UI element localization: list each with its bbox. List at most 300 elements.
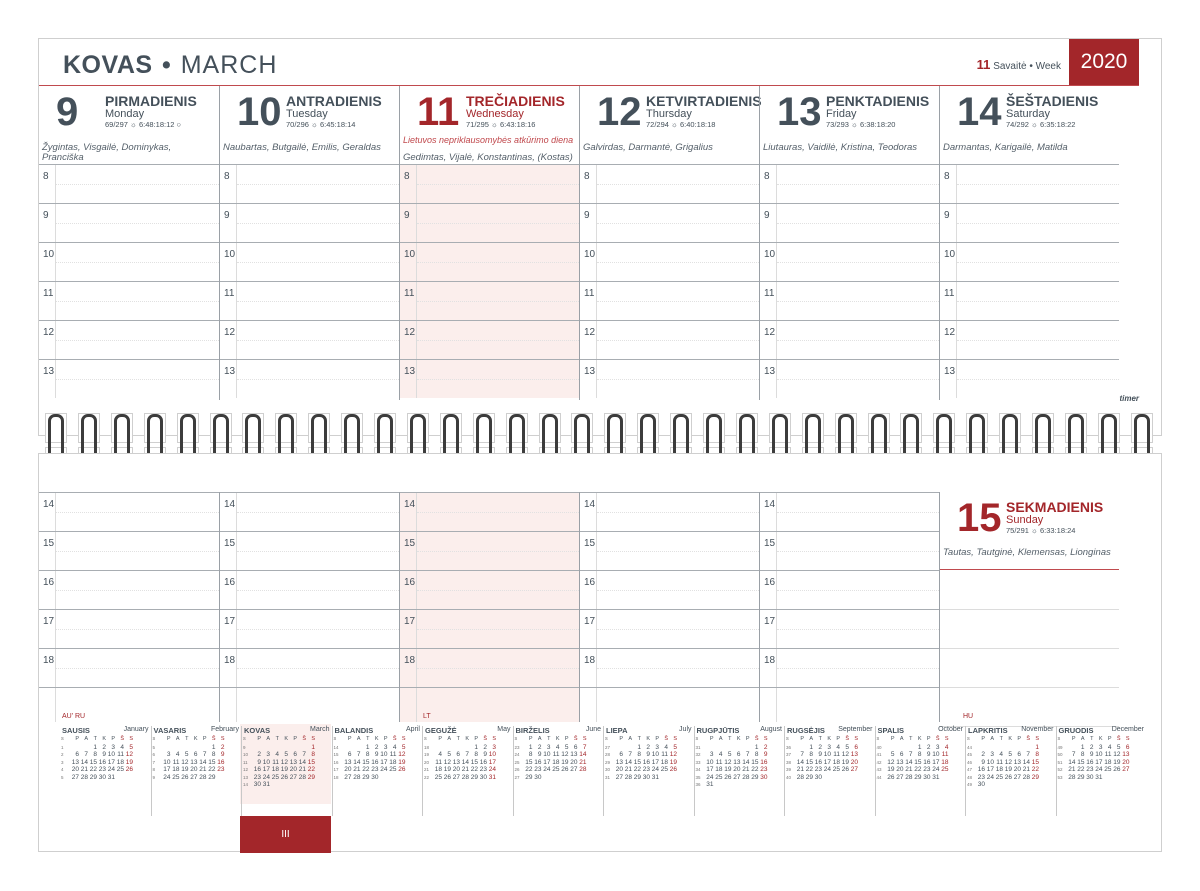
date-cell: 30 [814,773,822,781]
date-cell [668,774,677,782]
weekday-header [605,736,677,744]
date-cell: 23 [977,773,985,781]
weekday-letter: S [129,736,133,742]
hour-slot[interactable] [400,320,579,359]
day-name-en: Tuesday [286,108,328,120]
weekday-letter: P [564,736,569,742]
hour-slot[interactable] [760,359,939,398]
date-cell [171,744,180,752]
date-cell: 25 [941,766,949,773]
date-cell: 8 [365,751,370,758]
date-cell: 3 [935,743,940,751]
date-cell [1012,744,1021,752]
date-cell: 22 [805,766,813,773]
hour-slot[interactable] [220,281,399,320]
mini-month [965,726,1056,816]
date-cell: 28 [579,766,587,773]
date-cell: 20 [71,766,79,773]
date-cell: 16 [977,766,985,773]
half-hour-line [597,262,759,263]
week-row [61,751,133,759]
date-cell: 16 [814,758,822,766]
date-cell: 18 [660,758,668,766]
date-cell: 13 [1122,751,1130,758]
date-cell: 20 [570,758,578,766]
hour-slot[interactable] [39,203,219,242]
date-cell: 29 [208,773,216,781]
hour-slot[interactable] [580,570,759,609]
week-number-cell: 10 [243,752,249,757]
hour-slot[interactable] [39,320,219,359]
date-cell [714,744,723,752]
date-cell: 9 [257,758,261,766]
hour-slot[interactable] [220,609,399,648]
half-hour-line [237,551,399,552]
hour-slot[interactable] [400,164,579,203]
hour-slot[interactable] [39,359,219,398]
date-cell: 8 [474,751,478,758]
hour-slot[interactable] [220,242,399,281]
date-cell: 27 [896,773,904,781]
date-cell: 5 [401,743,406,751]
date-cell: 3 [166,751,171,758]
week-number-cell: 9 [152,774,156,780]
half-hour-line [417,668,579,669]
hour-slot[interactable] [220,648,399,687]
date-cell [976,744,985,752]
date-cell [1112,774,1121,782]
day-info: 73/293 ☼ 6:38:18:20 [826,120,896,129]
date-cell: 18 [389,758,397,766]
hour-slot[interactable] [580,164,759,203]
hour-slot[interactable] [39,531,219,570]
date-cell: 9 [926,751,931,758]
mini-month-lt: SPALIS [877,726,905,735]
week-row [605,744,677,752]
week-number-cell: 19 [424,752,430,757]
hour-slot[interactable] [580,203,759,242]
date-cell: 29 [633,773,641,781]
weekday-letter: A [899,736,904,742]
week-row [605,774,677,782]
date-cell: 28 [624,773,632,781]
date-cell: 29 [89,773,97,781]
date-cell: 18 [941,758,949,766]
date-cell: 18 [116,758,124,766]
date-cell: 23 [642,766,650,773]
date-cell: 10 [932,751,940,758]
hour-area [400,492,579,722]
date-cell: 10 [1095,751,1103,758]
day-info: 75/291 ☼ 6:33:18:24 [1006,526,1076,535]
half-hour-line [56,184,219,185]
hour-slot[interactable] [39,492,219,531]
hour-slot[interactable] [220,492,399,531]
week-row [515,766,587,774]
date-cell: 25 [1104,766,1112,773]
mini-month-en: November [1021,726,1054,733]
weekday-letter: A [990,736,994,742]
hour-slot[interactable] [940,609,1119,648]
week-number-cell: 51 [1057,759,1063,765]
weekday-letter: T [366,736,370,742]
date-cell: 9 [763,751,768,758]
hour-slot[interactable] [580,320,759,359]
date-cell: 2 [220,743,225,751]
weekday-letter: s [876,736,880,742]
hour-slot[interactable] [760,242,939,281]
hour-slot[interactable] [400,281,579,320]
date-cell: 9 [102,751,106,758]
day-name-lt: SEKMADIENIS [1006,499,1104,515]
hour-slot[interactable] [580,492,759,531]
date-cell: 5 [184,751,189,758]
date-cell: 22 [633,766,641,773]
day-name-en: Saturday [1006,108,1051,120]
date-cell: 4 [944,743,949,751]
date-cell: 18 [715,766,723,773]
half-hour-line [56,379,219,380]
hour-slot[interactable] [940,281,1119,320]
date-cell: 21 [461,766,469,773]
weekday-letter: P [1071,736,1076,742]
date-cell: 18 [172,766,180,773]
date-cell: 24 [651,766,659,773]
hour-slot[interactable] [39,609,219,648]
hour-slot[interactable] [940,242,1119,281]
hour-slot[interactable] [39,164,219,203]
date-cell: 4 [664,743,668,751]
hour-slot[interactable] [760,570,939,609]
half-hour-line [957,184,1119,185]
hour-slot[interactable] [760,687,939,722]
date-cell: 27 [570,766,578,773]
hour-area [940,164,1119,398]
hour-slot[interactable] [580,609,759,648]
half-hour-line [777,512,939,513]
half-hour-line [56,340,219,341]
date-cell: 8 [311,751,315,758]
hour-slot[interactable] [940,359,1119,398]
date-cell: 3 [827,743,831,751]
hour-label: 10 [43,249,55,260]
date-cell: 13 [344,758,352,766]
mini-month-lt: BALANDIS [334,726,374,735]
week-row [786,744,858,752]
hour-slot[interactable] [760,648,939,687]
week-number-cell: 44 [967,744,973,750]
hour-label: 9 [43,210,49,221]
week-row [61,759,133,767]
weekday-letter: K [827,736,831,742]
hour-slot[interactable] [400,531,579,570]
hour-label: 15 [584,538,596,549]
hour-slot[interactable] [400,359,579,398]
hour-slot[interactable] [400,570,579,609]
hour-slot[interactable] [220,359,399,398]
hour-slot[interactable] [580,531,759,570]
date-cell: 17 [107,758,115,766]
hour-label: 12 [404,327,416,338]
date-cell: 27 [1122,766,1130,773]
hour-slot[interactable] [760,203,939,242]
date-cell: 17 [986,766,994,773]
date-cell: 11 [715,758,723,766]
hour-label: 11 [224,288,235,299]
date-cell: 7 [1071,751,1076,758]
date-cell: 6 [456,751,460,758]
weekday-letter: s [424,736,427,742]
hour-slot[interactable] [220,531,399,570]
date-cell: 28 [905,773,913,781]
hour-slot[interactable] [39,648,219,687]
hour-slot[interactable] [580,359,759,398]
half-hour-line [237,379,399,380]
weekday-letter: T [728,736,732,742]
weekday-letter: Š [1026,736,1030,742]
date-cell: 10 [107,751,115,758]
week-row [515,751,587,759]
hour-label: 15 [43,538,55,549]
date-cell: 22 [1077,766,1085,773]
sunday-column [939,492,1119,722]
date-cell: 9 [818,751,822,758]
hour-slot[interactable] [220,320,399,359]
date-cell: 26 [181,773,189,781]
date-cell: 19 [398,758,406,766]
day-name-en: Monday [105,108,145,120]
weekday-letter: P [166,736,171,742]
date-cell: 4 [1107,743,1112,751]
weekday-letter: P [383,736,388,742]
weekday-letter: Š [483,736,487,742]
date-cell: 11 [1104,751,1112,758]
weekday-letter: K [736,736,741,742]
week-row [153,751,225,759]
weekday-letter: T [185,736,189,742]
mini-month-en: March [310,726,330,733]
date-cell: 16 [923,758,931,766]
date-cell: 5 [673,743,677,751]
hour-slot[interactable] [400,492,579,531]
mini-month [603,726,694,816]
hour-slot[interactable] [220,203,399,242]
hour-slot[interactable] [760,492,939,531]
weekday-letter: P [709,736,714,742]
weekday-letter: P [1017,736,1021,742]
date-cell: 24 [1095,766,1103,773]
hour-slot[interactable] [400,648,579,687]
date-cell: 31 [107,773,115,781]
date-cell: 14 [1022,758,1030,766]
hour-slot[interactable] [400,609,579,648]
week-row [61,766,133,774]
week-row [877,766,949,774]
date-cell: 23 [760,766,768,773]
date-cell: 25 [116,766,124,773]
weekday-letter: A [84,736,88,742]
week-number-cell: 38 [786,759,792,765]
hour-slot[interactable] [760,281,939,320]
hour-slot[interactable] [400,242,579,281]
date-cell: 17 [262,766,270,773]
date-cell [659,774,668,782]
day-column [759,492,939,722]
half-hour-line [777,223,939,224]
date-cell: 22 [1031,766,1039,773]
hour-slot[interactable] [580,687,759,722]
hour-label: 10 [584,249,596,260]
date-cell: 27 [289,773,297,781]
hour-slot[interactable] [220,687,399,722]
date-cell: 31 [706,781,714,788]
hour-slot[interactable] [580,242,759,281]
date-cell [433,744,442,752]
date-cell: 1 [809,743,813,751]
week-row [424,766,496,774]
hour-slot[interactable] [39,570,219,609]
weekday-letter: S [220,736,225,742]
hour-slot[interactable] [760,320,939,359]
date-cell: 19 [1004,766,1012,773]
date-cell: 10 [706,758,714,766]
hour-slot[interactable] [400,203,579,242]
week-number-cell: 13 [243,774,249,780]
date-cell: 13 [190,758,198,766]
date-cell: 19 [669,758,677,766]
half-hour-line [597,223,759,224]
hour-slot[interactable] [940,164,1119,203]
hour-slot[interactable] [580,281,759,320]
weekday-letter: P [745,736,750,742]
half-hour-line [597,184,759,185]
date-cell: 26 [1004,773,1012,781]
mini-month-en: September [838,726,873,733]
date-cell: 20 [190,766,198,773]
weekday-letter: S [944,736,949,742]
week-number-cell: 34 [695,767,701,772]
day-number: 11 [417,90,460,134]
weekday-letter: P [619,736,623,742]
date-cell: 21 [199,766,207,773]
date-cell: 13 [896,758,904,766]
half-hour-line [777,379,939,380]
hour-slot[interactable] [940,320,1119,359]
date-cell: 14 [624,758,632,766]
mini-month-lt: SAUSIS [62,726,90,735]
mini-month-grid [1058,736,1130,781]
date-cell: 1 [93,743,97,751]
date-cell: 25 [389,766,397,773]
date-cell: 27 [1013,773,1021,781]
date-cell: 8 [754,751,759,758]
date-cell: 9 [537,751,542,758]
day-info: 69/297 ☼ 6:48:18:12 ○ [105,120,182,129]
date-cell: 5 [845,743,849,751]
date-cell: 26 [1113,766,1121,773]
hour-slot[interactable] [220,164,399,203]
date-cell: 26 [443,773,451,781]
week-number-cell: 41 [876,752,882,757]
date-cell: 24 [380,766,388,773]
hour-slot[interactable] [760,164,939,203]
hour-slot[interactable] [39,242,219,281]
week-number-cell: 27 [514,774,520,780]
week-row [515,759,587,767]
hour-slot[interactable] [940,687,1119,726]
date-cell [1003,781,1012,789]
date-cell: 14 [905,758,913,766]
date-cell [252,744,261,752]
date-cell [795,744,804,752]
date-cell: 29 [525,773,533,781]
date-cell: 3 [266,751,270,758]
date-cell [198,744,207,752]
date-cell: 26 [724,773,732,781]
date-cell: 5 [284,751,288,758]
date-cell: 18 [552,758,560,766]
date-cell: 15 [362,758,370,766]
date-cell: 1 [528,743,533,751]
date-cell: 17 [380,758,388,766]
weekday-letter: T [547,736,551,742]
date-cell: 4 [275,751,279,758]
hour-slot[interactable] [940,203,1119,242]
date-cell: 16 [642,758,650,766]
week-number-cell: 9 [243,744,246,750]
date-cell: 8 [1080,751,1085,758]
day-number: 10 [237,90,282,134]
weekday-letter: T [1090,736,1094,742]
sunday-divider [940,569,1119,570]
hour-slot[interactable] [760,531,939,570]
date-cell: 10 [380,751,388,758]
week-number-cell: 25 [514,759,520,765]
date-cell: 13 [615,758,623,766]
date-cell [288,781,297,789]
month-tab[interactable]: III [240,816,331,853]
hour-slot[interactable] [220,570,399,609]
date-cell: 23 [923,766,931,773]
hour-label: 16 [764,577,776,588]
date-cell: 17 [823,758,831,766]
hour-slot[interactable] [580,648,759,687]
weekday-letter: Š [1116,736,1121,742]
weekday-letter: A [175,736,180,742]
date-cell: 12 [125,751,133,758]
date-cell: 23 [814,766,822,773]
week-number-cell: 17 [333,767,339,772]
date-cell: 25 [660,766,668,773]
week-row [786,759,858,767]
date-cell: 11 [172,758,180,766]
half-hour-line [56,512,219,513]
date-cell: 14 [298,758,306,766]
month-title [63,51,277,80]
hour-slot[interactable] [760,609,939,648]
date-cell [750,781,759,789]
hour-label: 10 [764,249,776,260]
hour-label: 11 [764,288,775,299]
hour-slot[interactable] [940,648,1119,687]
date-cell: 12 [561,751,569,758]
hour-label: 11 [584,288,595,299]
weekday-letter: K [646,736,650,742]
date-cell: 5 [1008,751,1012,758]
date-cell: 19 [724,766,732,773]
hour-slot[interactable] [39,281,219,320]
date-cell [614,744,623,752]
